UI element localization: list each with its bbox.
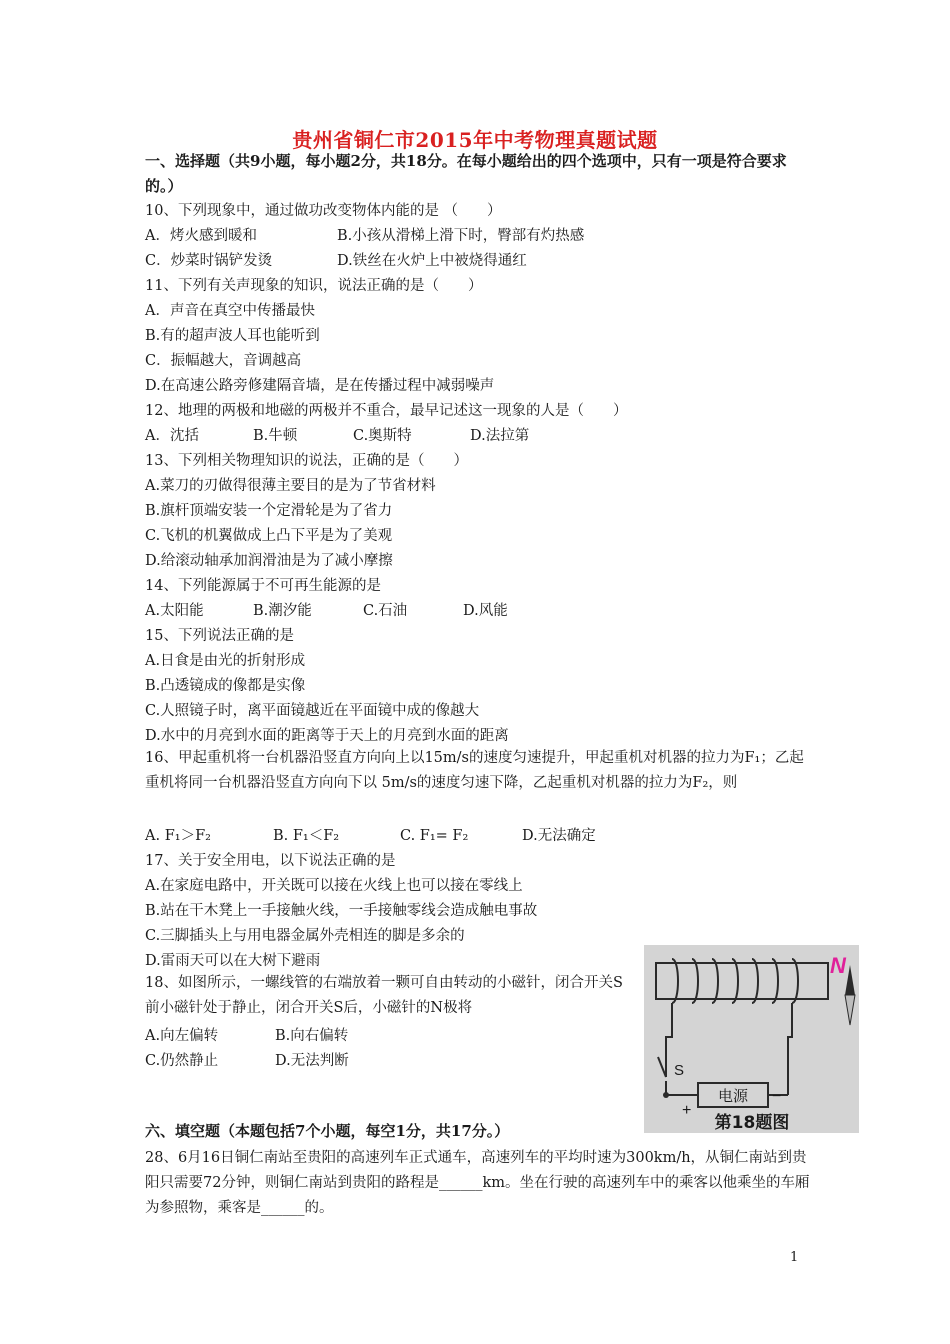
q11-option-d: D.在高速公路旁修建隔音墙，是在传播过程中减弱噪声 (145, 378, 495, 394)
q12-stem: 12、地理的两极和地磁的两极并不重合，最早记述这一现象的人是（ ） (145, 403, 628, 419)
q10-option-a: A．烤火感到暖和 (145, 228, 257, 244)
q18-option-a: A.向左偏转 (145, 1028, 219, 1044)
power-source-label: 电源 (717, 1087, 749, 1105)
q17-option-b: B.站在干木凳上一手接触火线，一手接触零线会造成触电事故 (145, 903, 538, 919)
q11-option-c: C．振幅越大，音调越高 (145, 353, 302, 369)
switch-pivot (663, 1092, 669, 1098)
page-title: 贵州省铜仁市2015年中考物理真题试题 (292, 128, 658, 152)
minus-terminal: − (772, 1088, 782, 1105)
q28-text: 28、6月16日铜仁南站至贵阳的高速列车正式通车，高速列车的平均时速为300km/h，从铜仁南站到贵阳只需要72分钟，则铜仁南站到贵阳的路程是______km。坐在行驶的高速列车中的乘客以他乘坐的车厢为参照物，乘客是______的。 (145, 1150, 810, 1216)
figure-caption: 第18题图 (714, 1113, 790, 1133)
q13-option-b: B.旗杆顶端安装一个定滑轮是为了省力 (145, 503, 393, 519)
q14-option-a: A.太阳能 (145, 603, 204, 619)
q17-option-a: A.在家庭电路中，开关既可以接在火线上也可以接在零线上 (145, 878, 523, 894)
q13-option-c: C.飞机的机翼做成上凸下平是为了美观 (145, 528, 393, 544)
q12-option-b: B.牛顿 (253, 428, 298, 444)
q18-figure (644, 945, 859, 1133)
q14-option-d: D.风能 (463, 603, 508, 619)
section6-header: 六、填空题（本题包括7个小题，每空1分，共17分。） (145, 1122, 510, 1140)
switch-label: S (674, 1062, 685, 1079)
q17-stem: 17、关于安全用电，以下说法正确的是 (145, 853, 396, 869)
q18-stem: 18、如图所示，一螺线管的右端放着一颗可自由转动的小磁针，闭合开关S前小磁针处于静止，闭合开关S后，小磁针的N极将 (145, 975, 623, 1016)
q13-option-a: A.菜刀的刃做得很薄主要目的是为了节省材料 (145, 478, 436, 494)
q10-option-d: D.铁丝在火炉上中被烧得通红 (337, 253, 527, 269)
section1-header: 一、选择题（共9小题，每小题2分，共18分。在每小题给出的四个选项中，只有一项是符合要求的。） (145, 152, 787, 195)
q17-option-d: D.雷雨天可以在大树下避雨 (145, 953, 321, 969)
q12-option-a: A．沈括 (145, 428, 199, 444)
q14-option-b: B.潮汐能 (253, 603, 312, 619)
q11-option-a: A．声音在真空中传播最快 (145, 303, 315, 319)
q16-option-a: A. F₁＞F₂ (145, 828, 211, 844)
q16-stem: 16、甲起重机将一台机器沿竖直方向向上以15m/s的速度匀速提升，甲起重机对机器的拉力为F₁；乙起重机将同一台机器沿竖直方向向下以 5m/s的速度匀速下降，乙起重机对机器的拉力为F₂，则 (145, 750, 804, 791)
q14-option-c: C.石油 (363, 603, 408, 619)
q10-stem: 10、下列现象中，通过做功改变物体内能的是 （ ） (145, 203, 502, 219)
page-number: 1 (790, 1250, 799, 1265)
q15-stem: 15、下列说法正确的是 (145, 628, 294, 644)
q10-option-c: C．炒菜时锅铲发烫 (145, 253, 273, 269)
q15-option-c: C.人照镜子时，离平面镜越近在平面镜中成的像越大 (145, 703, 480, 719)
q18-option-b: B.向右偏转 (275, 1028, 349, 1044)
q11-option-b: B.有的超声波人耳也能听到 (145, 328, 320, 344)
q16-option-c: C. F₁= F₂ (400, 828, 469, 844)
q15-option-b: B.凸透镜成的像都是实像 (145, 678, 306, 694)
q12-option-c: C.奥斯特 (353, 428, 412, 444)
compass-n-label: N (830, 953, 846, 978)
q18-option-c: C.仍然静止 (145, 1053, 219, 1069)
q15-option-d: D.水中的月亮到水面的距离等于天上的月亮到水面的距离 (145, 728, 509, 744)
q15-option-a: A.日食是由光的折射形成 (145, 653, 306, 669)
solenoid-circuit-diagram (644, 945, 859, 1133)
q14-stem: 14、下列能源属于不可再生能源的是 (145, 578, 381, 594)
q11-stem: 11、下列有关声现象的知识，说法正确的是（ ） (145, 278, 483, 294)
q16-option-d: D.无法确定 (522, 828, 596, 844)
q17-option-c: C.三脚插头上与用电器金属外壳相连的脚是多余的 (145, 928, 465, 944)
q18-option-d: D.无法判断 (275, 1053, 349, 1069)
q16-option-b: B. F₁＜F₂ (273, 828, 340, 844)
q12-option-d: D.法拉第 (470, 428, 530, 444)
q13-option-d: D.给滚动轴承加润滑油是为了减小摩擦 (145, 553, 393, 569)
q13-stem: 13、下列相关物理知识的说法，正确的是（ ） (145, 453, 468, 469)
q10-option-b: B.小孩从滑梯上滑下时，臀部有灼热感 (337, 228, 585, 244)
plus-terminal: + (682, 1102, 692, 1119)
